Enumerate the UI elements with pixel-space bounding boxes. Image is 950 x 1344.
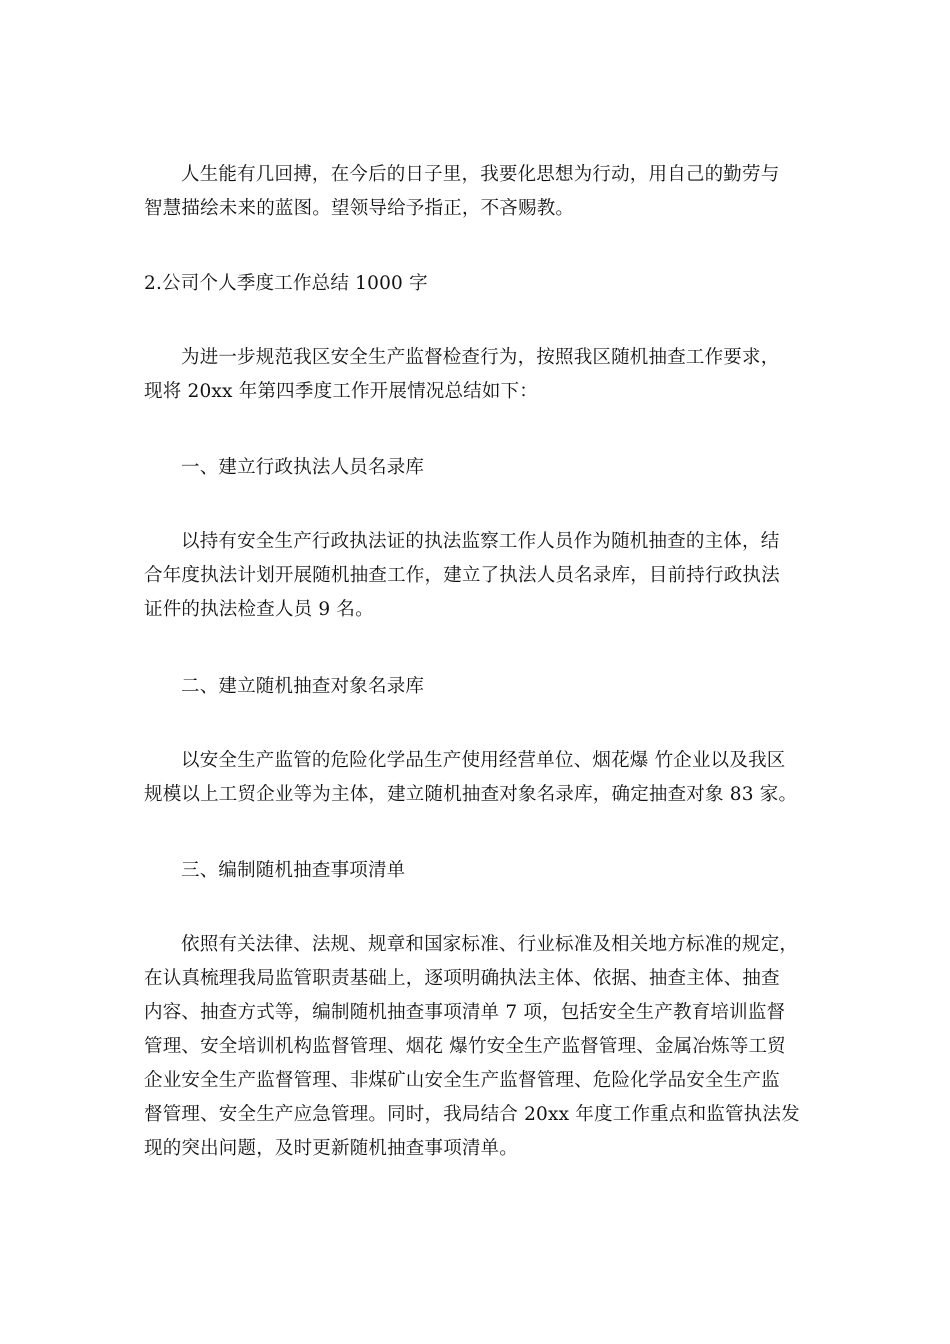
paragraph-line: 现的突出问题，及时更新随机抽查事项清单。 (144, 1138, 519, 1159)
paragraph-intro (144, 158, 814, 226)
paragraph-line: 为进一步规范我区安全生产监督检查行为，按照我区随机抽查工作要求， (181, 347, 780, 368)
paragraph-line: 企业安全生产监督管理、非煤矿山安全生产监督管理、危险化学品安全生产监 (144, 1070, 780, 1091)
paragraph-1 (144, 525, 814, 627)
paragraph-line: 智慧描绘未来的蓝图。望领导给予指正，不吝赐教。 (144, 198, 575, 219)
paragraph-2 (144, 744, 814, 812)
paragraph-line: 证件的执法检查人员 9 名。 (144, 599, 374, 620)
heading-2 (144, 670, 814, 704)
paragraph-line: 人生能有几回搏，在今后的日子里，我要化思想为行动，用自己的勤劳与 (181, 164, 780, 185)
heading-text: 二、建立随机抽查对象名录库 (181, 676, 425, 697)
paragraph-line: 内容、抽查方式等，编制随机抽查事项清单 7 项，包括安全生产教育培训监督 (144, 1002, 786, 1023)
paragraph-3 (144, 928, 814, 1166)
paragraph-line: 管理、安全培训机构监督管理、烟花 爆竹安全生产监督管理、金属冶炼等工贸 (144, 1036, 786, 1057)
section-title (144, 267, 814, 301)
heading-3 (144, 854, 814, 888)
paragraph-line: 督管理、安全生产应急管理。同时，我局结合 20xx 年度工作重点和监管执法发 (144, 1104, 800, 1125)
paragraph-line: 规模以上工贸企业等为主体，建立随机抽查对象名录库，确定抽查对象 83 家。 (144, 784, 798, 805)
paragraph-line: 在认真梳理我局监管职责基础上，逐项明确执法主体、依据、抽查主体、抽查 (144, 968, 780, 989)
paragraph-line: 依照有关法律、法规、规章和国家标准、行业标准及相关地方标准的规定， (181, 934, 799, 955)
heading-text: 三、编制随机抽查事项清单 (181, 860, 406, 881)
paragraph-line: 合年度执法计划开展随机抽查工作，建立了执法人员名录库，目前持行政执法 (144, 565, 780, 586)
paragraph-line: 以安全生产监管的危险化学品生产使用经营单位、烟花爆 竹企业以及我区 (181, 750, 786, 771)
paragraph-line: 以持有安全生产行政执法证的执法监察工作人员作为随机抽查的主体，结 (181, 531, 780, 552)
heading-1 (144, 451, 814, 485)
paragraph-opening (144, 341, 814, 409)
paragraph-line: 现将 20xx 年第四季度工作开展情况总结如下： (144, 381, 538, 402)
section-title-text: 2.公司个人季度工作总结 1000 字 (144, 273, 428, 294)
heading-text: 一、建立行政执法人员名录库 (181, 457, 425, 478)
